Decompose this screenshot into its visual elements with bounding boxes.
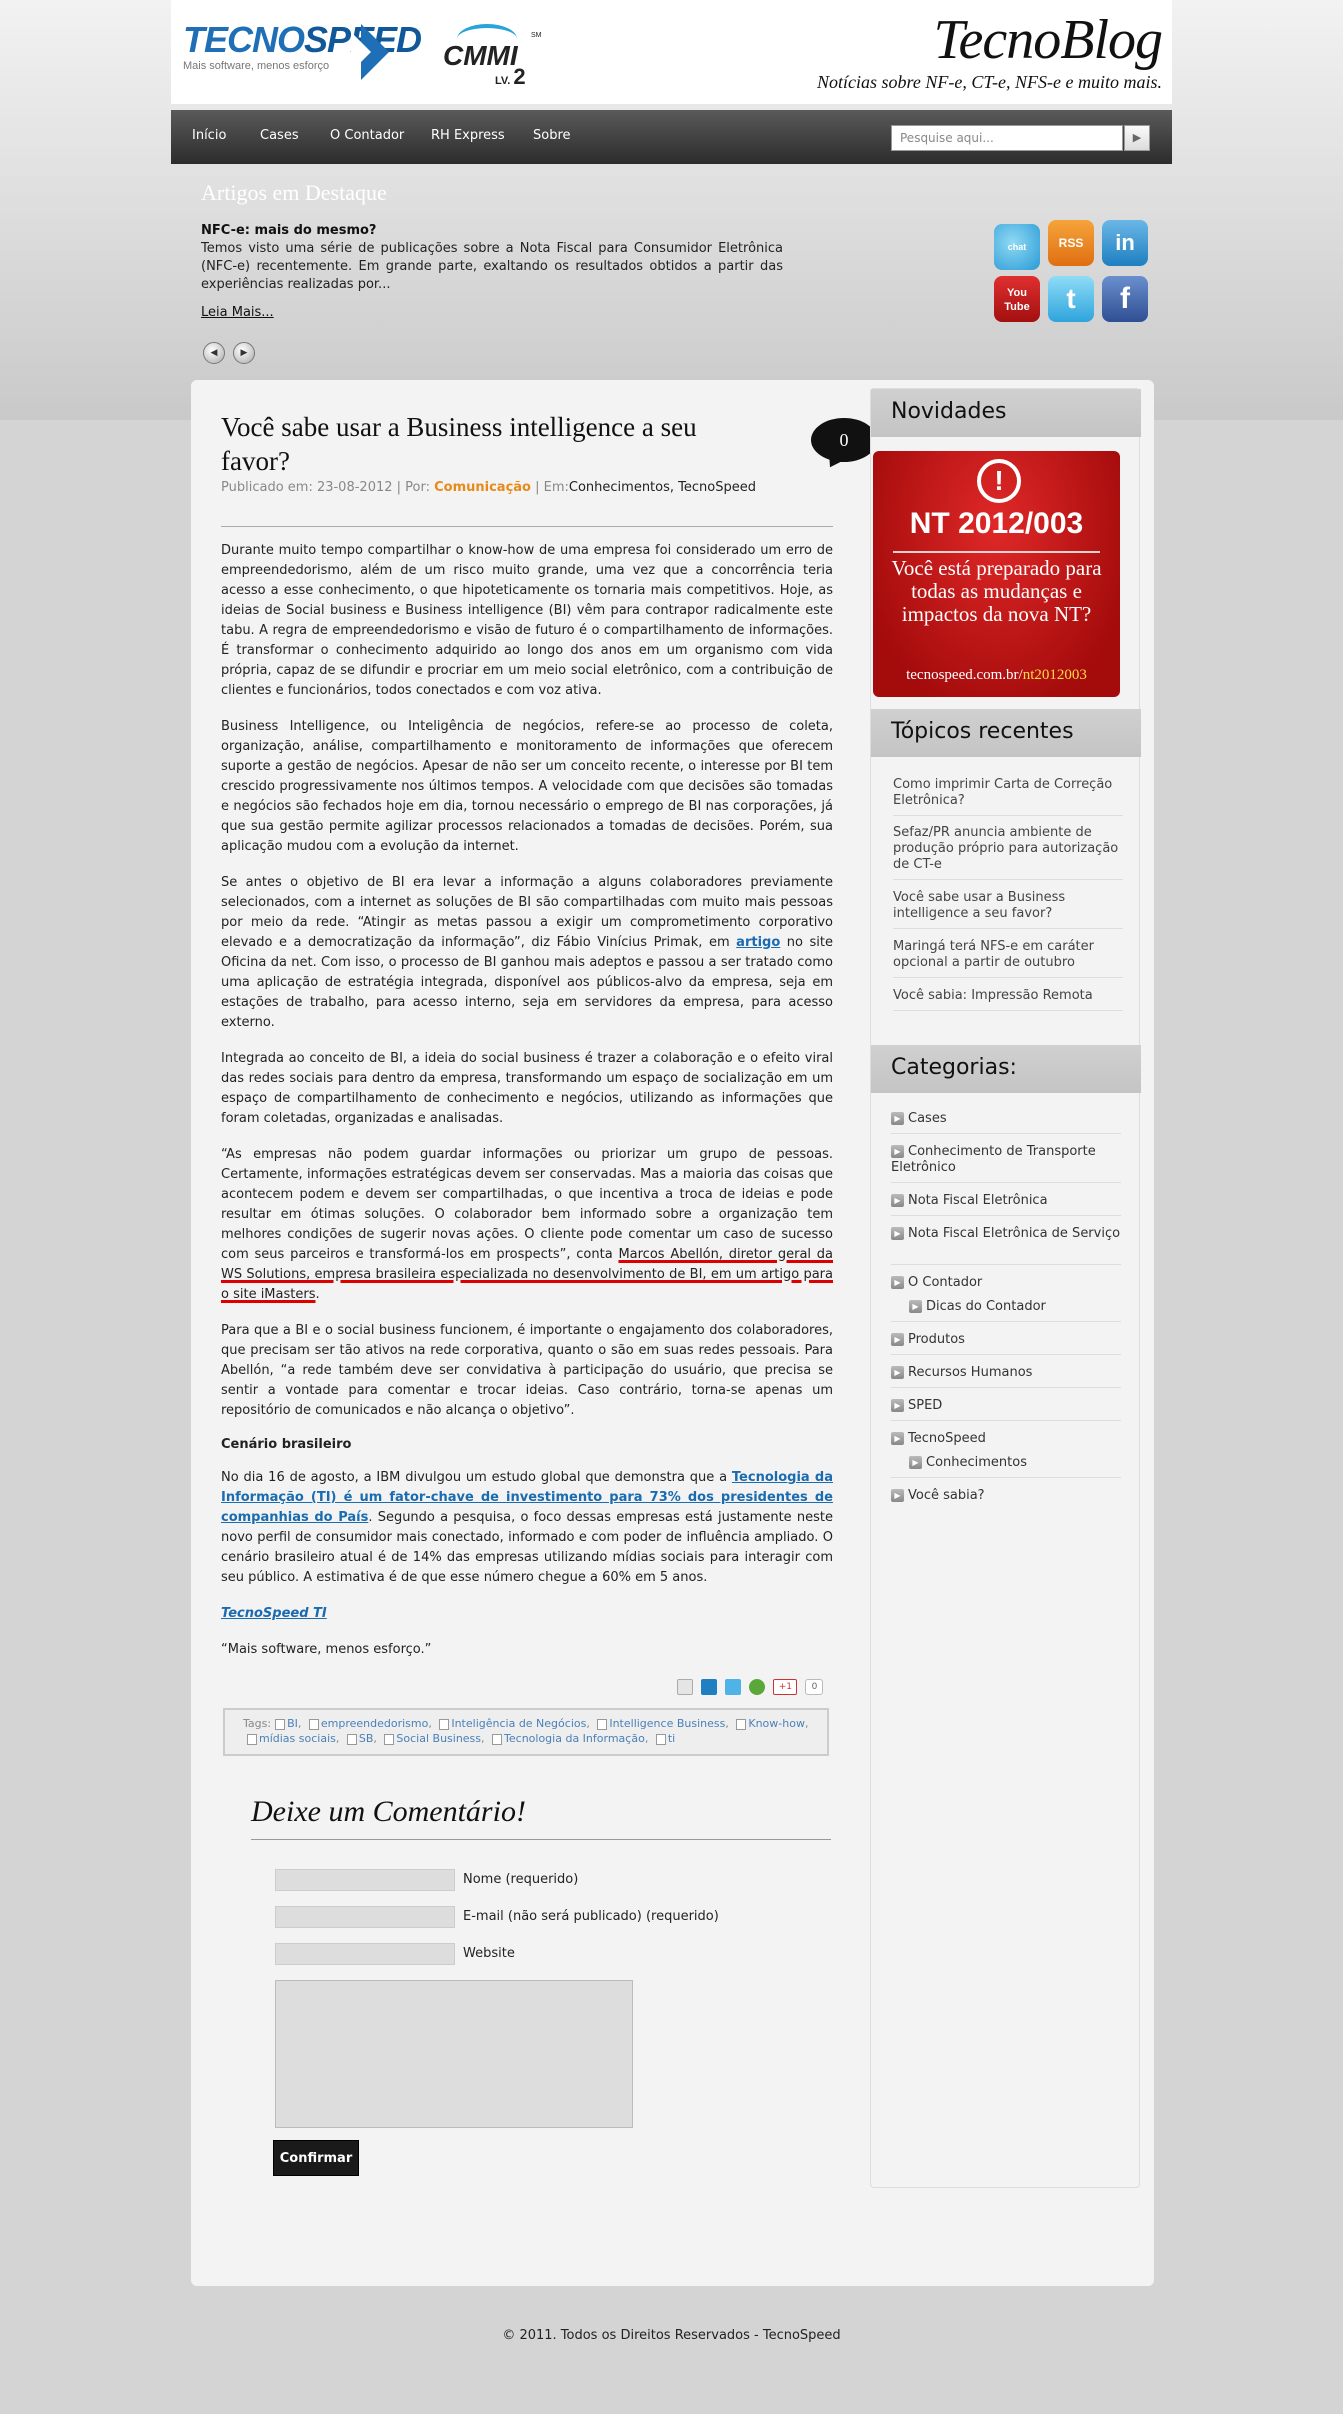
post-paragraph: No dia 16 de agosto, a IBM divulgou um estudo global que demonstra que a Tecnologia da Informação (TI) é um fator-chave de investimento para 73% dos presidentes de companhias do País. Segundo a pesquisa, o foco dessas empresas está justamente neste novo perfil de consumidor mais conectado, informado e com poder de influência ampliado. O cenário brasileiro atual é de 14% das empresas utilizando mídias sociais para interagir com seu público. A estimativa é de que esse número chegue a 60% em 5 anos. [221,1470,833,1585]
arrow-right-icon: ▶ [909,1300,922,1313]
tag-link[interactable]: empreendedorismo [320,1717,429,1730]
topic-link[interactable]: Como imprimir Carta de Correção Eletrônica? [893,777,1123,816]
linkedin-share-icon[interactable] [701,1679,717,1695]
tag-icon [384,1734,394,1745]
comment-count-bubble[interactable]: 0 [811,418,877,462]
nav-item-rh-express[interactable]: RH Express [431,128,505,143]
featured-post-excerpt: Temos visto uma série de publicações sobre a Nota Fiscal para Consumidor Eletrônica (NFC-e) recentemente. Em grande parte, exaltando os resultados obtidos a partir das experiências realizadas por... [201,241,783,292]
topic-link[interactable]: Você sabe usar a Business intelligence a seu favor? [893,890,1123,929]
arrow-right-icon: ▶ [891,1112,904,1125]
cmmi-logo [443,22,543,89]
post-author-link[interactable]: Comunicação [434,480,531,495]
tag-link[interactable]: mídias sociais [259,1732,336,1745]
twitter-share-icon[interactable] [725,1679,741,1695]
arrow-right-icon: ▶ [909,1456,922,1469]
category-divider [891,1420,1121,1421]
post-paragraph: Para que a BI e o social business funcionem, é importante o engajamento dos colaboradores, que precisam ser tão ativos na rede corporativa, quanto o são em suas redes pessoais. Para Abellón, “a rede também deve ser convidativa à participação do usuário, que precisa se sentir a vontade para comentar e trocar ideias. Caso contrário, torna-se apenas um repositório de comunicados e não alcança o objetivo”. [221,1323,833,1418]
nav-item-o-contador[interactable]: O Contador [330,128,405,143]
post-title[interactable]: Você sabe usar a Business intelligence a seu favor? [221,412,697,476]
brand-tagline: Mais software, menos esforço [183,60,330,72]
sidebar [870,388,1140,2188]
tag-icon [347,1734,357,1745]
buzz-share-icon[interactable] [749,1679,765,1695]
post-slogan: “Mais software, menos esforço.” [221,1642,432,1657]
category-divider [891,1477,1121,1478]
rss-icon[interactable]: RSS [1048,220,1094,266]
subcategory-link[interactable]: ▶ Dicas do Contador [909,1299,1046,1315]
youtube-icon[interactable]: You Tube [994,276,1040,322]
arrow-right-icon: ▶ [891,1333,904,1346]
tags-box: Tags: BI, empreendedorismo, Inteligência de Negócios, Intelligence Business, Know-how, mídias sociais, SB, Social Business, Tecnologia da Informação, ti [223,1708,829,1756]
website-label: Website [463,1946,515,1961]
tecnospeed-ti-link[interactable]: TecnoSpeed TI [221,1606,327,1621]
category-link[interactable]: ▶ Cases [891,1111,947,1127]
footer-copyright: © 2011. Todos os Direitos Reservados - TecnoSpeed [502,2328,841,2343]
logo-arrow-cutout [351,32,371,72]
blog-subtitle: Notícias sobre NF-e, CT-e, NFS-e e muito mais. [817,72,1162,92]
tags-label: Tags: [243,1717,272,1730]
bookmark-icon[interactable] [677,1679,693,1695]
post-categories[interactable]: Conhecimentos, TecnoSpeed [568,480,756,495]
tag-link[interactable]: Inteligência de Negócios [451,1717,587,1730]
tag-icon [439,1719,449,1730]
cmmi-level: LV. 2 [495,64,526,89]
subcategory-link[interactable]: ▶ Conhecimentos [909,1455,1027,1471]
share-bar [677,1676,826,1692]
arrow-right-icon: ▶ [891,1145,904,1158]
tag-icon [597,1719,607,1730]
nt-2012-003-banner[interactable] [873,451,1120,697]
arrow-right-icon: ▶ [891,1227,904,1240]
category-divider [891,1321,1121,1322]
arrow-right-icon: ▶ [891,1366,904,1379]
categorias-heading: Categorias: [871,1045,1141,1093]
tecnospeed-logo-text: TECNOSPEED [183,19,422,60]
featured-post-title[interactable]: NFC-e: mais do mesmo? [201,223,377,238]
slider-prev-button[interactable]: ◀ [203,342,225,364]
tag-icon [247,1734,257,1745]
nav-item-inicio[interactable]: Início [192,128,227,143]
category-link[interactable]: ▶ Produtos [891,1332,965,1348]
ad-divider [893,551,1100,553]
tag-link[interactable]: BI [287,1717,298,1730]
post-paragraph: “As empresas não podem guardar informações ou priorizar um grupo de pessoas. Certamente, informações estratégicas devem ser conservadas. Mas a maioria das coisas que acontecem podem e devem ser compartilhadas, o que incentiva a troca de ideias e pode resultar em ótimas soluções. O colaborador bem informado sobre a organização tem melhores condições de sugerir novas ações. O cliente pode comentar um caso de sucesso com seus parceiros e transformá-los em prospects”, conta Marcos Abellón, diretor geral da WS Solutions, empresa brasileira especializada no desenvolvimento de BI, em um artigo para o site iMasters. [221,1147,834,1302]
category-link[interactable]: ▶ SPED [891,1398,942,1414]
name-label: Nome (requerido) [463,1872,579,1887]
featured-heading: Artigos em Destaque [201,180,387,205]
slider-next-button[interactable]: ▶ [233,342,255,364]
category-divider [891,1215,1121,1216]
cmmi-sm: SM [531,32,542,39]
arrow-right-icon: ▶ [891,1432,904,1445]
arrow-right-icon: ▶ [891,1489,904,1502]
website-field[interactable] [275,1943,455,1965]
header [171,0,1172,104]
arrow-right-icon: ▶ [891,1399,904,1412]
post-article [221,410,849,1676]
post-signature [221,1604,833,1624]
main-nav [171,110,1172,164]
topicos-heading: Tópicos recentes [871,709,1141,757]
ibm-study-link[interactable]: Tecnologia da Informação (TI) é um fator-chave de investimento para 73% dos presidentes de companhias do País [221,1470,833,1525]
chat-icon[interactable]: chat [994,224,1040,270]
arrow-right-icon: ▶ [891,1194,904,1207]
email-label: E-mail (não será publicado) (requerido) [463,1909,719,1924]
section-heading: Cenário brasileiro [221,1437,352,1452]
nav-item-sobre[interactable]: Sobre [533,128,571,143]
tag-icon [275,1719,285,1730]
tag-link[interactable]: Intelligence Business [609,1717,726,1730]
comment-textarea[interactable] [275,1980,633,2128]
tag-link[interactable]: Know-how [748,1717,805,1730]
artigo-link[interactable]: artigo [736,935,781,950]
blog-title[interactable]: TecnoBlog [933,9,1162,71]
tag-icon [736,1719,746,1730]
category-link[interactable]: ▶ Nota Fiscal Eletrônica [891,1193,1048,1209]
topic-link[interactable]: Você sabia: Impressão Remota [893,988,1123,1011]
post-meta: Publicado em: 23-08-2012 | Por: Comunicação | Em: Conhecimentos, TecnoSpeed [221,480,756,495]
arrow-right-icon: ▶ [891,1276,904,1289]
tag-icon [309,1719,319,1730]
submit-comment-button[interactable]: Confirmar [273,2140,359,2176]
ad-message: Você está preparado para todas as mudanças e impactos da nova NT? [891,556,1102,626]
twitter-icon[interactable]: t [1048,276,1094,322]
featured-read-more-link[interactable]: Leia Mais... [201,305,274,320]
post-divider [221,526,833,527]
comment-divider [251,1839,831,1840]
novidades-heading: Novidades [871,389,1141,437]
name-field[interactable] [275,1869,455,1891]
tag-link[interactable]: Tecnologia da Informação [504,1732,645,1745]
tag-link[interactable]: Social Business [396,1732,482,1745]
tag-link[interactable]: ti [667,1732,676,1745]
nav-item-cases[interactable]: Cases [260,128,299,143]
warning-icon: ! [977,459,1021,503]
post-paragraph: Business Intelligence, ou Inteligência de negócios, refere-se ao processo de coleta, organização, análise, compartilhamento e monitoramento de informações que oferecem suporte a gestão de negócios. Apesar de não ser um conceito recente, o interesse por BI tem crescido progressivamente nos últimos tempos. A velocidade com que decisões são tomadas e negócios são fechados hoje em dia, tornou necessário o emprego de BI nas corporações, já que sua gestão permite agilizar processos relacionados a tomadas de decisões. Porém, sua aplicação mudou com a evolução da internet. [221,719,833,854]
linkedin-icon[interactable]: in [1102,220,1148,266]
topic-link[interactable]: Sefaz/PR anuncia ambiente de produção próprio para autorização de CT-e [893,825,1123,880]
category-link[interactable]: ▶ TecnoSpeed [891,1431,986,1447]
ad-code: NT 2012/003 [909,507,1084,540]
ad-url: tecnospeed.com.br/nt2012003 [906,667,1087,683]
category-divider [891,1354,1121,1355]
tag-link[interactable]: SB [358,1732,374,1745]
cmmi-text: CMMI [443,40,518,71]
facebook-icon[interactable]: f [1102,276,1148,322]
post-paragraph: Integrada ao conceito de BI, a ideia do social business é trazer a colaboração e o efeito viral das redes sociais para dentro da empresa, transformando um espaço de socialização em um espaço de compartilhamento de conhecimento e negócios, utilizando as informações que foram coletadas, organizadas e analisadas. [221,1051,833,1126]
share-count: 0 [805,1679,823,1695]
category-link[interactable]: ▶ O Contador [891,1275,982,1291]
category-divider [891,1133,1121,1134]
category-link[interactable]: ▶ Você sabia? [891,1488,985,1504]
category-divider [891,1264,1121,1265]
tecnospeed-logo[interactable] [183,19,422,84]
tag-icon [492,1734,502,1745]
tag-icon [656,1734,666,1745]
category-link[interactable]: ▶ Recursos Humanos [891,1365,1032,1381]
comment-form-heading: Deixe um Comentário! [251,1795,526,1828]
category-link[interactable]: ▶ Conhecimento de Transporte Eletrônico [891,1144,1096,1175]
gplus-button[interactable]: +1 [773,1679,797,1695]
category-divider [891,1182,1121,1183]
category-divider [891,1387,1121,1388]
email-field[interactable] [275,1906,455,1928]
post-paragraph: Se antes o objetivo de BI era levar a informação a alguns colaboradores previamente selecionados, com a internet as soluções de BI são compartilhadas com muito mais pessoas por meio da rede. “Atingir as metas passou a exigir um comprometimento corporativo elevado e a democratização da informação”, diz Fábio Vinícius Primak, em artigo no site Oficina da net. Com isso, o processo de BI ganhou mais adeptos e passou a ser tratado como uma aplicação de estratégia integrada, disponível aos públicos-alvo da empresa, seja em estações de trabalho, para acesso interno, seja em servidores da empresa, para acesso externo. [221,875,834,1030]
highlighted-quote-source: Marcos Abellón, diretor geral da WS Solutions, empresa brasileira especializada no desenvolvimento de BI, em um artigo para o site iMasters [221,1247,834,1302]
category-link[interactable]: ▶ Nota Fiscal Eletrônica de Serviço [891,1226,1121,1242]
post-paragraph: Durante muito tempo compartilhar o know-how de uma empresa foi considerado um erro de empreendedorismo, além de um risco muito grande, uma vez que a concorrência teria acesso a esse conhecimento, o que hipoteticamente os tornaria mais competitivos. Hoje, as ideias de Social business e Business intelligence (BI) vêm para contrapor radicalmente este tabu. A regra de empreendedorismo e visão de futuro é o compartilhamento de informações. É transformar o conhecimento adquirido ao longo dos anos em um organismo com vida própria, capaz de se difundir e procriar em um meio social eletrônico, com a contribuição de clientes e funcionários, todos conectados e com voz ativa. [221,543,833,698]
topic-link[interactable]: Maringá terá NFS-e em caráter opcional a partir de outubro [893,939,1123,978]
search-input[interactable]: Pesquise aqui... [891,125,1123,151]
search-button[interactable]: ▶ [1124,125,1150,151]
